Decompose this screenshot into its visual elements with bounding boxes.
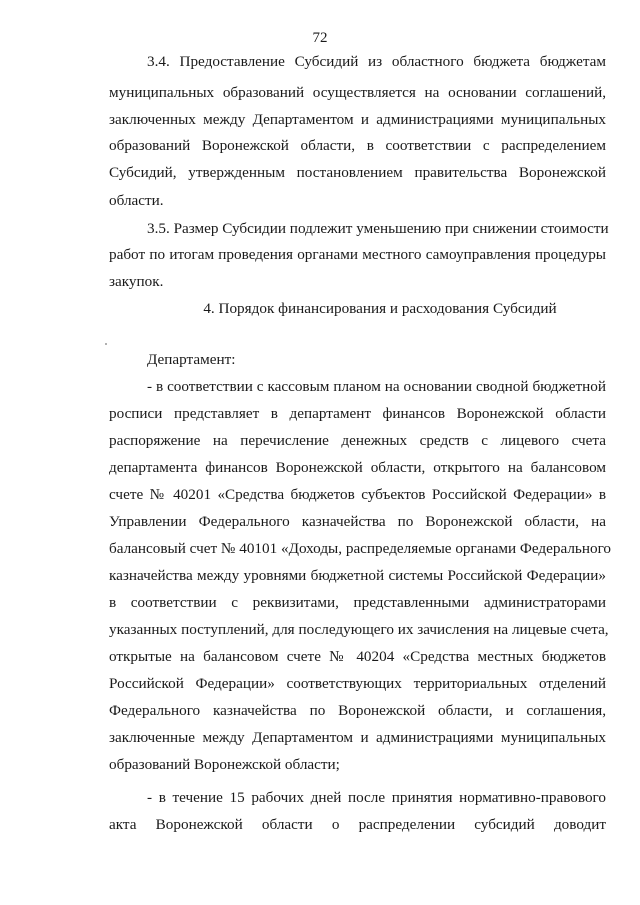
body-line: закупок. (109, 273, 164, 290)
body-line: департамента финансов Воронежской области, открытого на балансовом (109, 459, 606, 476)
body-line: образований Воронежской области, в соответствии с распределением (109, 137, 606, 154)
body-line: - в течение 15 рабочих дней после принятия нормативно-правового (147, 789, 606, 806)
body-line: Федерального казначейства по Воронежской области, и соглашения, (109, 702, 606, 719)
body-line: распоряжение на перечисление денежных средств с лицевого счета (109, 432, 606, 449)
body-line: казначейства между уровнями бюджетной системы Российской Федерации» (109, 567, 606, 584)
body-line: - в соответствии с кассовым планом на основании сводной бюджетной (147, 378, 606, 395)
body-line: росписи представляет в департамент финансов Воронежской области (109, 405, 606, 422)
body-line: 3.4. Предоставление Субсидий из областного бюджета бюджетам (147, 53, 606, 70)
body-line: открытые на балансовом счете № 40204 «Средства местных бюджетов (109, 648, 606, 665)
body-line: Управлении Федерального казначейства по Воронежской области, на (109, 513, 606, 530)
body-line: Департамент: (147, 351, 236, 368)
body-line: 3.5. Размер Субсидии подлежит уменьшению при снижении стоимости (147, 220, 609, 237)
body-line: Субсидий, утвержденным постановлением правительства Воронежской (109, 164, 606, 181)
body-line: балансовый счет № 40101 «Доходы, распределяемые органами Федерального (109, 540, 612, 557)
body-line: муниципальных образований осуществляется на основании соглашений, (109, 84, 606, 101)
scan-mark (105, 343, 107, 345)
body-line: акта Воронежской области о распределении субсидий доводит (109, 816, 606, 833)
body-line: заключенные между Департаментом и администрациями муниципальных (109, 729, 606, 746)
body-line: работ по итогам проведения органами местного самоуправления процедуры (109, 246, 606, 263)
page-number: 72 (312, 30, 328, 46)
body-line: заключенных между Департаментом и администрациями муниципальных (109, 111, 606, 128)
body-line: образований Воронежской области; (109, 756, 340, 773)
body-line: области. (109, 192, 164, 209)
body-line: счете № 40201 «Средства бюджетов субъектов Российской Федерации» в (109, 486, 606, 503)
body-line: указанных поступлений, для последующего их зачисления на лицевые счета, (109, 621, 609, 638)
body-line: Российской Федерации» соответствующих территориальных отделений (109, 675, 606, 692)
body-line: в соответствии с реквизитами, представленными администраторами (109, 594, 606, 611)
section-heading: 4. Порядок финансирования и расходования Субсидий (203, 300, 557, 317)
